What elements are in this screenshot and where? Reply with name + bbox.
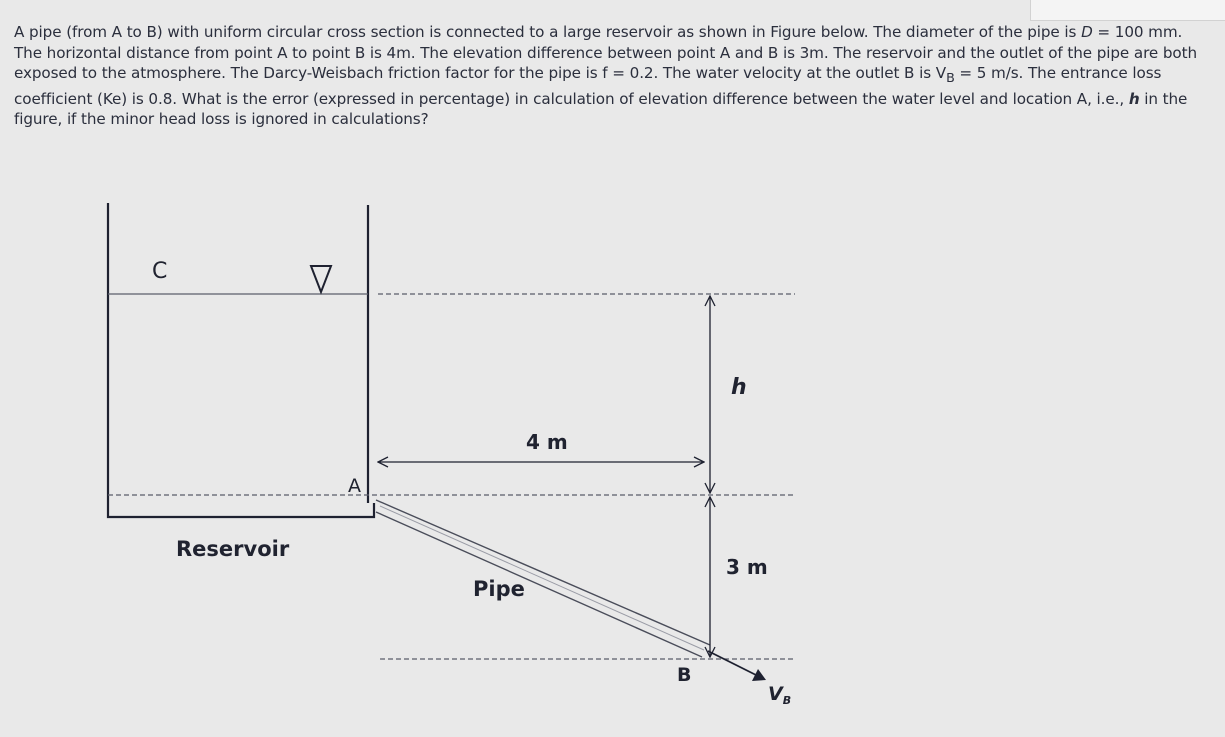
diameter-symbol: D bbox=[1081, 23, 1093, 41]
label-vb bbox=[768, 683, 791, 707]
label-3m: 3 m bbox=[726, 555, 768, 579]
outlet-velocity-line bbox=[708, 651, 758, 676]
label-reservoir: Reservoir bbox=[176, 537, 290, 561]
label-v-sub: B bbox=[782, 694, 792, 707]
question-part1: A pipe (from A to B) with uniform circular cross section is connected to a large reservoir as shown in Figure below. The diameter of the pipe is bbox=[14, 23, 1082, 41]
label-c: C bbox=[152, 259, 168, 284]
question-part2: = 100 mm. The horizontal distance from point A to point B is 4m. The elevation difference between point A and B is 3m. The reservoir and the outlet of the pipe are both exposed to the atmosphere. The Darcy-Weisbach friction factor for the pipe is f = 0.2. The water velocity at the outlet B is V bbox=[14, 23, 1197, 82]
label-h: h bbox=[731, 375, 747, 400]
h-symbol: h bbox=[1128, 89, 1140, 108]
velocity-subscript: B bbox=[946, 70, 955, 86]
free-surface-triangle-icon bbox=[311, 266, 331, 292]
label-v: V bbox=[768, 683, 783, 705]
label-4m: 4 m bbox=[526, 430, 568, 454]
pipe-centerline bbox=[380, 506, 704, 650]
question-part3: = 5 m/s. The entrance loss coefficient (Ke) is 0.8. What is the error (expressed in percentage) in calculation of elevation difference between the water level and location A, i.e., bbox=[14, 64, 1162, 108]
reservoir-outline bbox=[108, 203, 374, 517]
label-pipe: Pipe bbox=[473, 577, 525, 601]
question-part4: in the figure, if the minor head loss is ignored in calculations? bbox=[14, 89, 1188, 129]
pipe-bottom-edge bbox=[376, 512, 702, 657]
label-a: A bbox=[348, 475, 361, 497]
pipe-top-edge bbox=[376, 500, 710, 645]
label-b: B bbox=[677, 664, 692, 686]
